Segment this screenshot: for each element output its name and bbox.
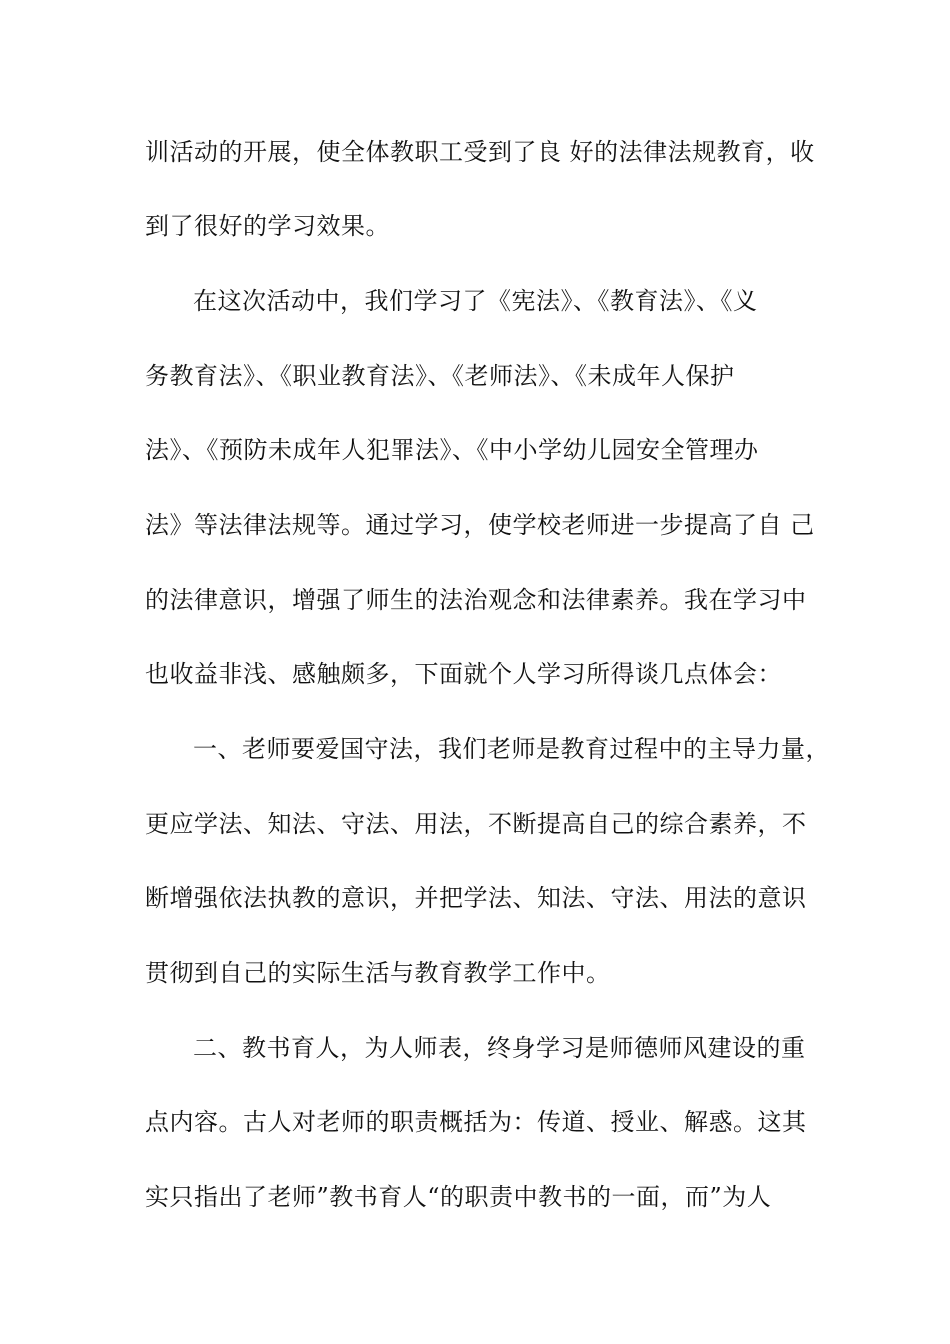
text-line: 点内容。古人对老师的职责概括为：传道、授业、解惑。这其 (145, 1108, 807, 1136)
text-line: 实只指出了老师”教书育人“的职责中教书的一面，而”为人 (145, 1183, 772, 1211)
text-line: 务教育法》、《职业教育法》、《老师法》、《未成年人保护 (145, 362, 735, 390)
paragraph-start-line: 在这次活动中，我们学习了《宪法》、《教育法》、《义 (193, 287, 758, 315)
paragraph-start-line: 二、教书育人，为人师表，终身学习是师德师风建设的重 (193, 1034, 806, 1062)
text-line: 也收益非浅、感触颇多，下面就个人学习所得谈几点体会： (145, 660, 782, 688)
text-line: 断增强依法执教的意识，并把学法、知法、守法、用法的意识 (145, 884, 807, 912)
text-line: 贯彻到自己的实际生活与教育教学工作中。 (145, 959, 611, 987)
text-line: 更应学法、知法、守法、用法，不断提高自己的综合素养，不 (145, 810, 807, 838)
paragraph-start-line: 一、老师要爱国守法，我们老师是教育过程中的主导力量， (193, 735, 830, 763)
text-line: 训活动的开展，使全体教职工受到了良 好的法律法规教育，收 (145, 138, 815, 166)
text-line: 到了很好的学习效果。 (145, 212, 390, 240)
text-line: 的法律意识，增强了师生的法治观念和法律素养。我在学习中 (145, 586, 807, 614)
text-line: 法》、《预防未成年人犯罪法》、《中小学幼儿园安全管理办 (145, 436, 759, 464)
text-line: 法》等法律法规等。通过学习，使学校老师进一步提高了自 己 (145, 511, 815, 539)
